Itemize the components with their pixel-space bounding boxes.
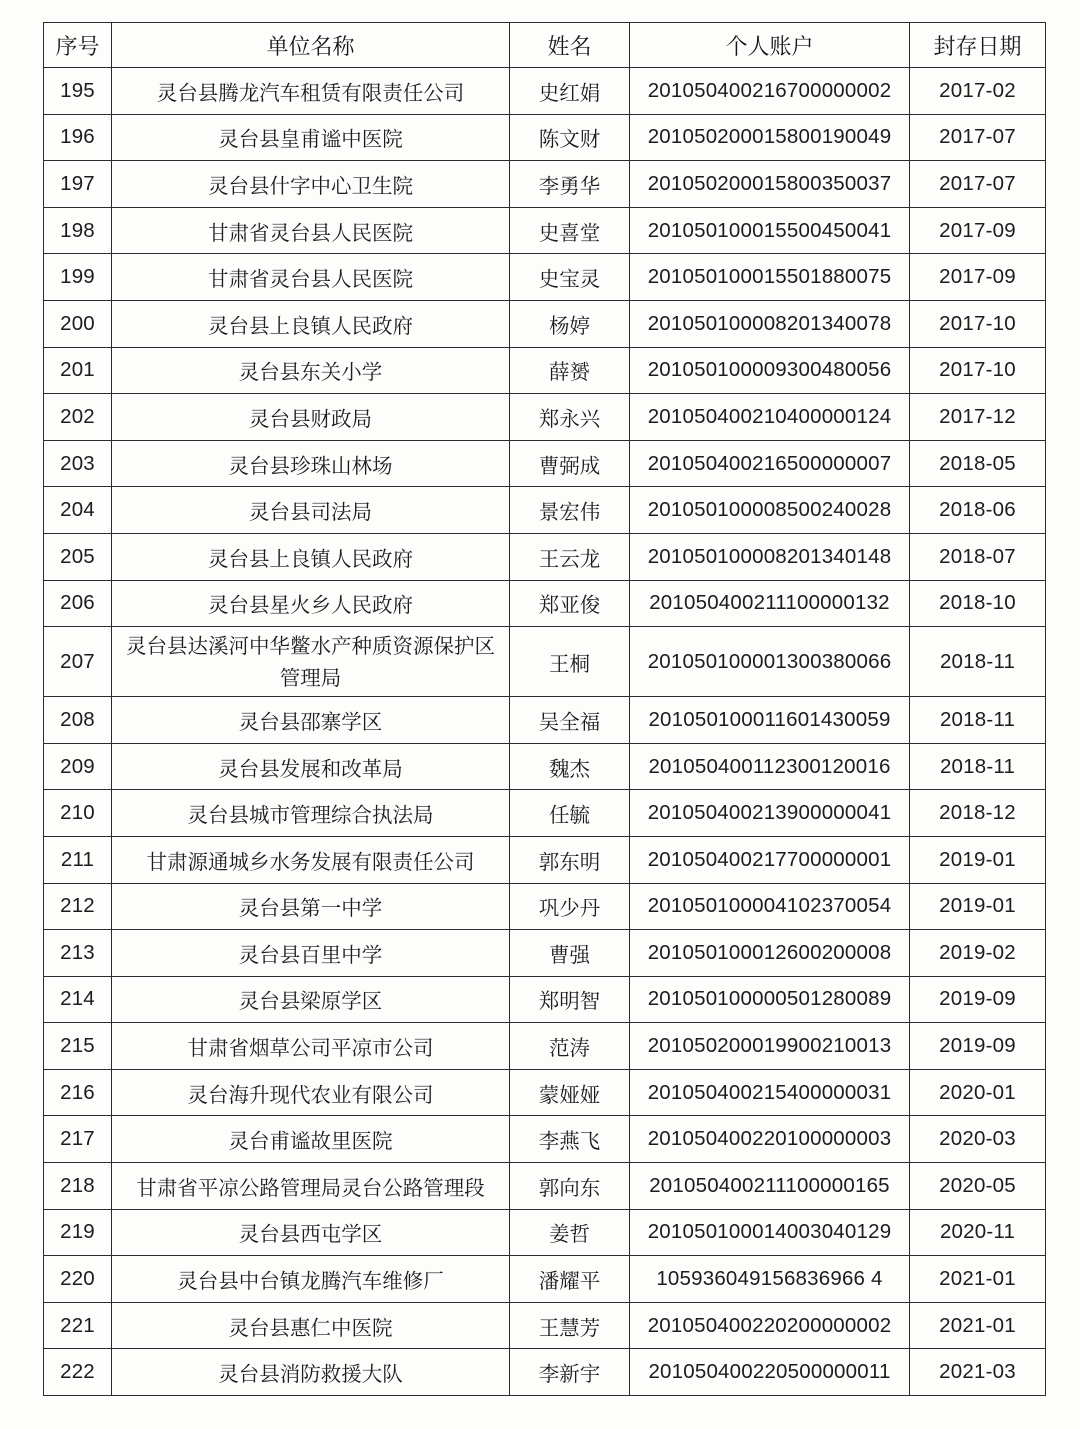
- cell-date: 2017-02: [910, 68, 1046, 115]
- cell-seq: 221: [44, 1302, 112, 1349]
- cell-unit: 灵台县惠仁中医院: [112, 1302, 510, 1349]
- cell-account: 201050400220200000002: [630, 1302, 910, 1349]
- cell-name: 吴全福: [510, 697, 630, 744]
- cell-seq: 218: [44, 1163, 112, 1210]
- cell-date: 2019-01: [910, 836, 1046, 883]
- cell-date: 2017-10: [910, 347, 1046, 394]
- cell-date: 2017-07: [910, 161, 1046, 208]
- cell-seq: 202: [44, 394, 112, 441]
- table-row: [44, 883, 1046, 930]
- cell-name: 王桐: [510, 627, 630, 697]
- table-row: [44, 1023, 1046, 1070]
- table-row: [44, 1116, 1046, 1163]
- header-name: 姓名: [510, 23, 630, 68]
- cell-date: 2018-10: [910, 580, 1046, 627]
- cell-unit: 灵台县中台镇龙腾汽车维修厂: [112, 1256, 510, 1303]
- cell-unit: 灵台县第一中学: [112, 883, 510, 930]
- cell-account: 201050100000501280089: [630, 976, 910, 1023]
- cell-date: 2017-09: [910, 207, 1046, 254]
- cell-account: 201050100008201340148: [630, 533, 910, 580]
- header-date: 封存日期: [910, 23, 1046, 68]
- cell-date: 2021-01: [910, 1302, 1046, 1349]
- cell-seq: 199: [44, 254, 112, 301]
- table-row: [44, 836, 1046, 883]
- cell-unit: 灵台县什字中心卫生院: [112, 161, 510, 208]
- cell-name: 任毓: [510, 790, 630, 837]
- cell-name: 蒙娅娅: [510, 1069, 630, 1116]
- cell-date: 2019-09: [910, 1023, 1046, 1070]
- table-row: [44, 394, 1046, 441]
- cell-date: 2020-03: [910, 1116, 1046, 1163]
- table-body: [44, 68, 1046, 1396]
- cell-account: 201050100009300480056: [630, 347, 910, 394]
- cell-account: 201050100011601430059: [630, 697, 910, 744]
- cell-account: 201050400210400000124: [630, 394, 910, 441]
- cell-unit: 灵台县上良镇人民政府: [112, 300, 510, 347]
- cell-date: 2018-07: [910, 533, 1046, 580]
- cell-account: 201050400211100000132: [630, 580, 910, 627]
- cell-unit: 灵台县皇甫谧中医院: [112, 114, 510, 161]
- table-row: [44, 1349, 1046, 1396]
- cell-seq: 196: [44, 114, 112, 161]
- cell-name: 魏杰: [510, 743, 630, 790]
- cell-seq: 217: [44, 1116, 112, 1163]
- cell-date: 2021-03: [910, 1349, 1046, 1396]
- cell-account: 201050400216700000002: [630, 68, 910, 115]
- table-row: [44, 161, 1046, 208]
- table-row: [44, 347, 1046, 394]
- cell-account: 201050200015800190049: [630, 114, 910, 161]
- cell-seq: 208: [44, 697, 112, 744]
- cell-date: 2020-11: [910, 1209, 1046, 1256]
- cell-unit: 灵台县上良镇人民政府: [112, 533, 510, 580]
- cell-unit: 灵台县梁原学区: [112, 976, 510, 1023]
- cell-account: 201050400215400000031: [630, 1069, 910, 1116]
- header-unit: 单位名称: [112, 23, 510, 68]
- cell-name: 曹强: [510, 930, 630, 977]
- cell-unit: 甘肃省灵台县人民医院: [112, 254, 510, 301]
- table-row: [44, 487, 1046, 534]
- cell-name: 史宝灵: [510, 254, 630, 301]
- cell-name: 姜哲: [510, 1209, 630, 1256]
- cell-unit: 灵台县百里中学: [112, 930, 510, 977]
- cell-name: 巩少丹: [510, 883, 630, 930]
- cell-seq: 209: [44, 743, 112, 790]
- cell-unit: 灵台县城市管理综合执法局: [112, 790, 510, 837]
- cell-account: 201050400112300120016: [630, 743, 910, 790]
- cell-name: 陈文财: [510, 114, 630, 161]
- cell-seq: 197: [44, 161, 112, 208]
- table-row: [44, 1069, 1046, 1116]
- table-row: [44, 930, 1046, 977]
- cell-unit: 灵台县财政局: [112, 394, 510, 441]
- table-row: [44, 790, 1046, 837]
- cell-account: 201050100015500450041: [630, 207, 910, 254]
- cell-account: 201050400220100000003: [630, 1116, 910, 1163]
- cell-seq: 211: [44, 836, 112, 883]
- cell-account: 105936049156836966 4: [630, 1256, 910, 1303]
- cell-date: 2018-11: [910, 697, 1046, 744]
- cell-unit: 灵台县珍珠山林场: [112, 440, 510, 487]
- table-row: [44, 207, 1046, 254]
- cell-name: 郑亚俊: [510, 580, 630, 627]
- cell-seq: 216: [44, 1069, 112, 1116]
- cell-account: 201050100004102370054: [630, 883, 910, 930]
- cell-seq: 203: [44, 440, 112, 487]
- cell-unit: 灵台县司法局: [112, 487, 510, 534]
- cell-date: 2020-05: [910, 1163, 1046, 1210]
- cell-name: 李新宇: [510, 1349, 630, 1396]
- cell-account: 201050400213900000041: [630, 790, 910, 837]
- cell-account: 201050100008201340078: [630, 300, 910, 347]
- cell-seq: 205: [44, 533, 112, 580]
- cell-unit: 甘肃省烟草公司平凉市公司: [112, 1023, 510, 1070]
- table-row: [44, 254, 1046, 301]
- header-seq: 序号: [44, 23, 112, 68]
- cell-unit: 灵台县西屯学区: [112, 1209, 510, 1256]
- cell-name: 景宏伟: [510, 487, 630, 534]
- cell-date: 2017-07: [910, 114, 1046, 161]
- cell-account: 201050200019900210013: [630, 1023, 910, 1070]
- cell-name: 潘耀平: [510, 1256, 630, 1303]
- table-row: [44, 743, 1046, 790]
- cell-account: 201050400211100000165: [630, 1163, 910, 1210]
- cell-account: 201050400220500000011: [630, 1349, 910, 1396]
- cell-name: 王慧芳: [510, 1302, 630, 1349]
- cell-name: 范涛: [510, 1023, 630, 1070]
- table-row: [44, 300, 1046, 347]
- cell-account: 201050400217700000001: [630, 836, 910, 883]
- cell-name: 曹弼成: [510, 440, 630, 487]
- cell-name: 郭向东: [510, 1163, 630, 1210]
- table-header-row: [44, 23, 1046, 68]
- cell-seq: 222: [44, 1349, 112, 1396]
- cell-seq: 198: [44, 207, 112, 254]
- cell-name: 史红娟: [510, 68, 630, 115]
- table-row: [44, 68, 1046, 115]
- cell-name: 郑明智: [510, 976, 630, 1023]
- cell-date: 2017-12: [910, 394, 1046, 441]
- cell-seq: 220: [44, 1256, 112, 1303]
- cell-account: 201050100001300380066: [630, 627, 910, 697]
- cell-unit: 灵台县腾龙汽车租赁有限责任公司: [112, 68, 510, 115]
- cell-account: 201050400216500000007: [630, 440, 910, 487]
- cell-name: 王云龙: [510, 533, 630, 580]
- cell-seq: 212: [44, 883, 112, 930]
- cell-date: 2018-06: [910, 487, 1046, 534]
- table-row: [44, 533, 1046, 580]
- cell-unit: 甘肃省灵台县人民医院: [112, 207, 510, 254]
- cell-seq: 214: [44, 976, 112, 1023]
- cell-account: 201050100014003040129: [630, 1209, 910, 1256]
- cell-unit: 灵台县发展和改革局: [112, 743, 510, 790]
- cell-unit: 灵台县消防救援大队: [112, 1349, 510, 1396]
- cell-date: 2017-09: [910, 254, 1046, 301]
- cell-seq: 200: [44, 300, 112, 347]
- cell-seq: 213: [44, 930, 112, 977]
- table-row: [44, 1209, 1046, 1256]
- cell-name: 史喜堂: [510, 207, 630, 254]
- header-account: 个人账户: [630, 23, 910, 68]
- table-row: [44, 627, 1046, 697]
- cell-unit: 灵台县邵寨学区: [112, 697, 510, 744]
- cell-date: 2019-01: [910, 883, 1046, 930]
- cell-unit: 甘肃省平凉公路管理局灵台公路管理段: [112, 1163, 510, 1210]
- cell-name: 薛赟: [510, 347, 630, 394]
- cell-account: 201050100015501880075: [630, 254, 910, 301]
- cell-seq: 204: [44, 487, 112, 534]
- cell-name: 李燕飞: [510, 1116, 630, 1163]
- cell-date: 2019-02: [910, 930, 1046, 977]
- cell-unit: 灵台甫谧故里医院: [112, 1116, 510, 1163]
- table-row: [44, 580, 1046, 627]
- cell-date: 2021-01: [910, 1256, 1046, 1303]
- cell-name: 郑永兴: [510, 394, 630, 441]
- cell-date: 2018-11: [910, 627, 1046, 697]
- cell-account: 201050100012600200008: [630, 930, 910, 977]
- table-row: [44, 114, 1046, 161]
- cell-unit: 灵台县达溪河中华鳖水产种质资源保护区管理局: [112, 627, 510, 697]
- cell-unit: 灵台海升现代农业有限公司: [112, 1069, 510, 1116]
- table-row: [44, 440, 1046, 487]
- sealed-accounts-table: [43, 22, 1046, 1396]
- table-row: [44, 1302, 1046, 1349]
- cell-account: 201050200015800350037: [630, 161, 910, 208]
- table-row: [44, 1163, 1046, 1210]
- cell-date: 2018-12: [910, 790, 1046, 837]
- cell-seq: 206: [44, 580, 112, 627]
- cell-seq: 195: [44, 68, 112, 115]
- cell-seq: 201: [44, 347, 112, 394]
- cell-name: 李勇华: [510, 161, 630, 208]
- table-row: [44, 976, 1046, 1023]
- cell-seq: 210: [44, 790, 112, 837]
- cell-name: 杨婷: [510, 300, 630, 347]
- cell-seq: 219: [44, 1209, 112, 1256]
- cell-date: 2019-09: [910, 976, 1046, 1023]
- table-row: [44, 697, 1046, 744]
- cell-unit: 灵台县星火乡人民政府: [112, 580, 510, 627]
- cell-seq: 207: [44, 627, 112, 697]
- cell-unit: 甘肃源通城乡水务发展有限责任公司: [112, 836, 510, 883]
- cell-seq: 215: [44, 1023, 112, 1070]
- cell-unit: 灵台县东关小学: [112, 347, 510, 394]
- cell-name: 郭东明: [510, 836, 630, 883]
- cell-date: 2017-10: [910, 300, 1046, 347]
- cell-account: 201050100008500240028: [630, 487, 910, 534]
- cell-date: 2018-11: [910, 743, 1046, 790]
- cell-date: 2018-05: [910, 440, 1046, 487]
- table-row: [44, 1256, 1046, 1303]
- cell-date: 2020-01: [910, 1069, 1046, 1116]
